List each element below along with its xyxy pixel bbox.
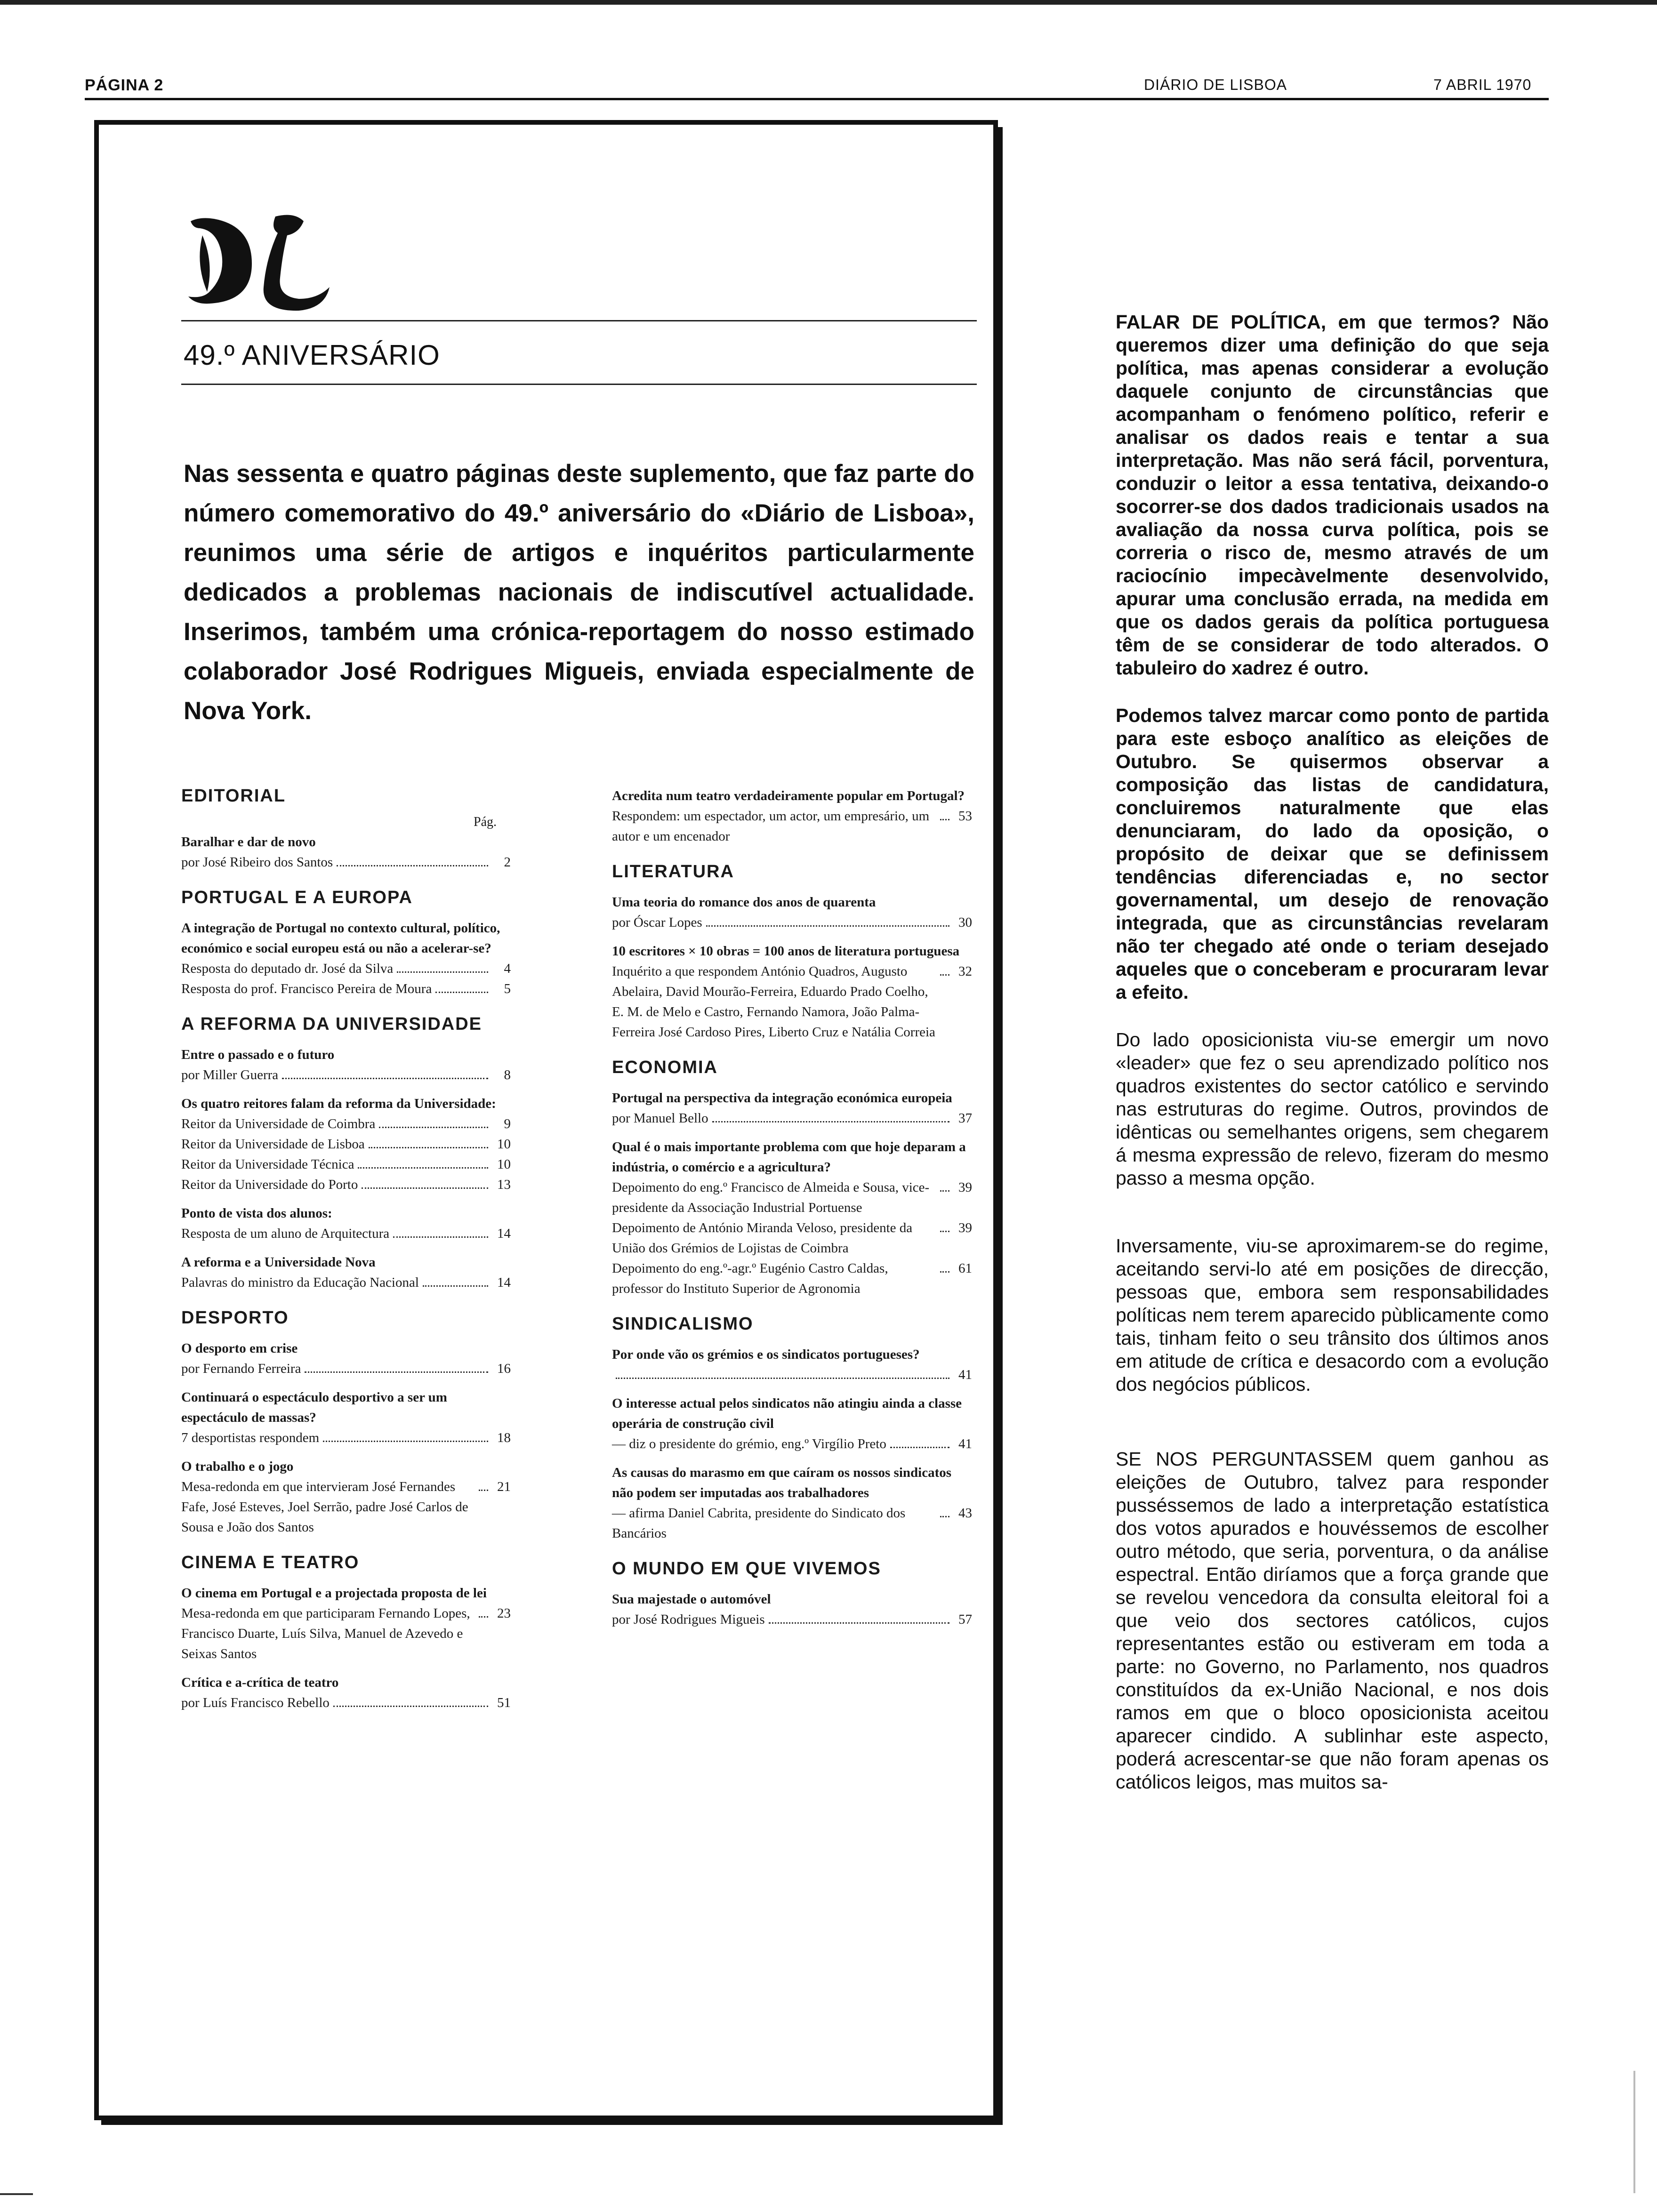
anniversary-title: 49.º ANIVERSÁRIO bbox=[184, 339, 440, 371]
toc-page-number: 30 bbox=[958, 915, 972, 930]
toc-entry bbox=[181, 1387, 511, 1448]
toc-line bbox=[181, 852, 511, 873]
toc-line bbox=[181, 1065, 511, 1085]
toc-entry-title: Portugal na perspectiva da integração económica europeia bbox=[612, 1090, 952, 1106]
toc-line bbox=[181, 1175, 511, 1195]
article-column bbox=[1116, 311, 1549, 1794]
toc-section-heading: SINDICALISMO bbox=[612, 1314, 754, 1334]
toc-leader-dots bbox=[479, 1616, 488, 1618]
toc-page-number: 23 bbox=[497, 1606, 511, 1621]
toc-line bbox=[181, 1603, 511, 1664]
logo-text: DL bbox=[181, 207, 182, 208]
toc-line-text: Reitor da Universidade de Coimbra bbox=[181, 1116, 376, 1131]
toc-leader-dots bbox=[369, 1147, 488, 1148]
toc-line bbox=[612, 1434, 972, 1454]
toc-line bbox=[181, 1134, 511, 1154]
toc-leader-dots bbox=[940, 1271, 949, 1273]
toc-entry-title: O cinema em Portugal e a projectada proposta de lei bbox=[181, 1586, 487, 1601]
toc-section-heading: CINEMA E TEATRO bbox=[181, 1553, 360, 1572]
toc-entry bbox=[612, 1137, 972, 1299]
toc-entry bbox=[612, 1589, 972, 1630]
toc-line bbox=[181, 1224, 511, 1244]
toc-entry bbox=[181, 1203, 511, 1244]
toc-line bbox=[612, 1218, 972, 1258]
toc-page-number: 51 bbox=[497, 1695, 511, 1710]
toc-entry-title: Baralhar e dar de novo bbox=[181, 834, 316, 850]
toc-entry bbox=[181, 1583, 511, 1664]
box-shadow-right bbox=[998, 127, 1003, 2125]
toc-leader-dots bbox=[769, 1622, 949, 1624]
toc-entry bbox=[181, 832, 511, 873]
toc-line-text: Mesa-redonda em que participaram Fernando Lopes, Francisco Duarte, Luís Silva, Manuel de Azevedo e Seixas Santos bbox=[181, 1606, 470, 1661]
toc-section-heading: LITERATURA bbox=[612, 862, 734, 882]
toc-page-number: 13 bbox=[497, 1177, 511, 1192]
box-shadow-bottom bbox=[101, 2120, 1003, 2125]
article-paragraph-4: Inversamente, viu-se aproximarem-se do regime, aceitando servi-lo até em posições de direcção, pessoas que, embora sem responsabilidades políticas nem terem aparecido pùblicamente como tais, tinham feito o seu trânsito dos últimos anos em atitude de crítica e desacordo com a evolução dos negócios públicos. bbox=[1116, 1235, 1549, 1395]
article-paragraph-5: SE NOS PERGUNTASSEM quem ganhou as eleições de Outubro, talvez para responder pusséssemos de lado a interpretação estatística dos votos apurados e houvéssemos de escolher outro método, que seria, porventura, o da análise espectral. Então diríamos que a força grande que se revelou vencedora da consulta eleitoral foi a que veio dos sectores católicos, cujos representantes estão ou estiveram em toda a parte: no Governo, no Parlamento, nos quadros constituídos da ex-União Nacional, e nos dois ramos em que o bloco oposicionista aceitou aparecer cindido. A sublinhar este aspecto, poderá acrescentar-se que não foram apenas os católicos leigos, mas muitos sa- bbox=[1116, 1448, 1549, 1793]
toc-line bbox=[181, 1114, 511, 1134]
toc-line-text: Depoimento do eng.º-agr.º Eugénio Castro Caldas, professor do Instituto Superior de Agronomia bbox=[612, 1261, 888, 1296]
toc-entry-title: O interesse actual pelos sindicatos não atingiu ainda a classe operária de construção civil bbox=[612, 1396, 962, 1431]
toc-entry-title: Continuará o espectáculo desportivo a ser um espectáculo de massas? bbox=[181, 1390, 447, 1425]
toc-leader-dots bbox=[358, 1167, 488, 1169]
toc-entry bbox=[181, 1673, 511, 1713]
toc-section-heading: EDITORIAL bbox=[181, 786, 286, 806]
toc-page-number: 37 bbox=[958, 1111, 972, 1126]
toc-entry bbox=[181, 1094, 511, 1195]
toc-leader-dots bbox=[397, 971, 488, 973]
header-rule bbox=[85, 98, 1549, 100]
toc-line-text: Mesa-redonda em que intervieram José Fernandes Fafe, José Esteves, Joel Serrão, padre José Carlos de Sousa e João dos Santos bbox=[181, 1479, 468, 1535]
toc-page-number: 41 bbox=[958, 1367, 972, 1382]
toc-entry bbox=[181, 1338, 511, 1379]
toc-entry-title: 10 escritores × 10 obras = 100 anos de literatura portuguesa bbox=[612, 944, 960, 959]
toc-entry bbox=[612, 1088, 972, 1129]
toc-line-text: por José Ribeiro dos Santos bbox=[181, 855, 333, 870]
toc-section-heading: O MUNDO EM QUE VIVEMOS bbox=[612, 1559, 881, 1579]
toc-line bbox=[181, 1428, 511, 1448]
toc-line-text: por Luís Francisco Rebello bbox=[181, 1695, 330, 1710]
toc-line-text: Respondem: um espectador, um actor, um empresário, um autor e um encenador bbox=[612, 809, 930, 844]
footer-mark bbox=[0, 2193, 33, 2195]
rule-above-anniversary bbox=[181, 320, 977, 321]
toc-line-text: Palavras do ministro da Educação Nacional bbox=[181, 1275, 419, 1290]
toc-line-text: Resposta do prof. Francisco Pereira de Moura bbox=[181, 981, 432, 996]
toc-line bbox=[181, 1359, 511, 1379]
article-paragraph-3: Do lado oposicionista viu-se emergir um novo «leader» que fez o seu aprendizado político nos quadros existentes do sector católico e servindo nas estruturas do regime. Outros, provindos de idênticas ou semelhantes origens, sem chegarem á mesma expressão de relevo, fizeram do mesmo passo a mesma opção. bbox=[1116, 1029, 1549, 1189]
toc-leader-dots bbox=[393, 1236, 488, 1238]
toc-page-label: Pág. bbox=[474, 815, 497, 829]
toc-entry-title: A integração de Portugal no contexto cultural, político, económico e social europeu está ou não a acelerar-se? bbox=[181, 921, 500, 956]
toc-section-heading: PORTUGAL E A EUROPA bbox=[181, 888, 413, 907]
toc-entry bbox=[612, 1345, 972, 1385]
toc-leader-dots bbox=[323, 1441, 488, 1442]
toc-entry-title: Sua majestade o automóvel bbox=[612, 1592, 771, 1607]
toc-section-heading: DESPORTO bbox=[181, 1308, 289, 1328]
toc-leader-dots bbox=[337, 865, 488, 866]
toc-line bbox=[612, 1108, 972, 1129]
toc-line-text: Resposta do deputado dr. José da Silva bbox=[181, 961, 394, 976]
toc-page-number: 61 bbox=[958, 1261, 972, 1276]
toc-entry-title: Os quatro reitores falam da reforma da Universidade: bbox=[181, 1096, 496, 1111]
toc-section-heading: ECONOMIA bbox=[612, 1058, 718, 1077]
toc-line bbox=[612, 1178, 972, 1218]
toc-page-number: 57 bbox=[958, 1612, 972, 1627]
toc-leader-dots bbox=[940, 819, 949, 820]
toc-page-number: 16 bbox=[497, 1361, 511, 1376]
toc-right-column bbox=[612, 786, 972, 1638]
toc-entry-title: Qual é o mais importante problema com que hoje deparam a indústria, o comércio e a agricultura? bbox=[612, 1139, 966, 1175]
toc-page-number: 41 bbox=[958, 1436, 972, 1451]
toc-entry-title: Ponto de vista dos alunos: bbox=[181, 1206, 332, 1221]
article-paragraph-2: Podemos talvez marcar como ponto de partida para este esboço analítico as eleições de Outubro. Se quisermos observar a composição das listas de candidatura, concluiremos naturalmente que elas denunciaram, do lado da oposição, o propósito de deixar que se definissem tendências diferenciadas e, no sector governamental, um desejo de renovação integrada, que as circunstâncias revelaram não ter chegado até onde o teriam desejado aqueles que o conceberam e procuraram levar a efeito. bbox=[1116, 705, 1549, 1003]
article-lead-1: FALAR DE POLÍTICA, bbox=[1116, 311, 1327, 333]
toc-leader-dots bbox=[712, 1121, 949, 1122]
margin-mark bbox=[1633, 2071, 1635, 2193]
toc-line bbox=[612, 1610, 972, 1630]
toc-page-number: 53 bbox=[958, 809, 972, 824]
toc-line-text: por José Rodrigues Migueis bbox=[612, 1612, 765, 1627]
toc-entry bbox=[612, 892, 972, 933]
toc-line-text: Reitor da Universidade Técnica bbox=[181, 1157, 354, 1172]
toc-line-text: — afirma Daniel Cabrita, presidente do Sindicato dos Bancários bbox=[612, 1506, 906, 1541]
toc-page-number: 8 bbox=[504, 1067, 511, 1082]
toc-leader-dots bbox=[423, 1285, 488, 1287]
toc-section-heading: A REFORMA DA UNIVERSIDADE bbox=[181, 1014, 483, 1034]
toc-line-text: Depoimento do eng.º Francisco de Almeida e Sousa, vice-presidente da Associação Industrial Portuense bbox=[612, 1180, 930, 1215]
toc-line bbox=[181, 1154, 511, 1175]
toc-page-number: 4 bbox=[504, 961, 511, 976]
toc-page-number: 10 bbox=[497, 1137, 511, 1152]
dl-logo bbox=[181, 207, 337, 315]
toc-page-number: 21 bbox=[497, 1479, 511, 1494]
toc-line-text: — diz o presidente do grémio, eng.º Virgílio Preto bbox=[612, 1436, 886, 1451]
toc-leader-dots bbox=[333, 1706, 488, 1707]
toc-line-text: por Fernando Ferreira bbox=[181, 1361, 301, 1376]
rule-below-anniversary bbox=[181, 384, 977, 385]
toc-entry bbox=[612, 1394, 972, 1454]
toc-line bbox=[612, 962, 972, 1042]
toc-line bbox=[612, 806, 972, 847]
toc-entry bbox=[612, 1463, 972, 1544]
toc-entry-title: Crítica e a-crítica de teatro bbox=[181, 1675, 339, 1690]
toc-page-number: 43 bbox=[958, 1506, 972, 1521]
toc-entry bbox=[181, 918, 511, 999]
toc-line-text: Reitor da Universidade do Porto bbox=[181, 1177, 358, 1192]
top-border bbox=[0, 0, 1657, 5]
toc-line bbox=[612, 1258, 972, 1299]
toc-line bbox=[181, 959, 511, 979]
toc-line bbox=[612, 913, 972, 933]
page-number: PÁGINA 2 bbox=[85, 76, 164, 94]
toc-leader-dots bbox=[890, 1447, 949, 1448]
toc-line-text: por Óscar Lopes bbox=[612, 915, 702, 930]
toc-leader-dots bbox=[282, 1078, 488, 1079]
toc-entry bbox=[181, 1045, 511, 1085]
newspaper-name: DIÁRIO DE LISBOA bbox=[1144, 76, 1287, 93]
toc-line bbox=[612, 1365, 972, 1385]
toc-line bbox=[181, 979, 511, 999]
toc-entry-title: Acredita num teatro verdadeiramente popular em Portugal? bbox=[612, 788, 965, 803]
toc-left-column bbox=[181, 786, 511, 1722]
toc-leader-dots bbox=[305, 1371, 488, 1373]
toc-entry bbox=[181, 1457, 511, 1538]
article-paragraph-1: FALAR DE POLÍTICA, em que termos? Não queremos dizer uma definição do que seja política, mas apenas considerar a evolução daquele conjunto de circunstâncias que acompanham o fenómeno político, referir e analisar os dados reais e tentar a sua interpretação. Mas não será fácil, porventura, conduzir o leitor a essa tentativa, deixando-o socorrer-se dos dados tradicionais usados na avaliação da nossa curva política, pois se correria o risco de, mesmo através de um raciocínio impecàvelmente desenvolvido, apurar uma conclusão errada, na medida em que os dados gerais da política portuguesa têm de se considerar de todo alterados. O tabuleiro do xadrez é outro. bbox=[1116, 311, 1549, 679]
toc-line bbox=[181, 1273, 511, 1293]
issue-date: 7 ABRIL 1970 bbox=[1433, 76, 1532, 93]
toc-leader-dots bbox=[940, 1190, 949, 1192]
toc-line bbox=[612, 1503, 972, 1544]
toc-page-number: 14 bbox=[497, 1226, 511, 1241]
toc-line bbox=[181, 1693, 511, 1713]
toc-entry-title: O desporto em crise bbox=[181, 1341, 298, 1356]
toc-entry bbox=[612, 941, 972, 1042]
toc-line-text: por Miller Guerra bbox=[181, 1067, 279, 1082]
toc-page-number: 14 bbox=[497, 1275, 511, 1290]
toc-entry bbox=[612, 786, 972, 847]
toc-entry-title: A reforma e a Universidade Nova bbox=[181, 1255, 376, 1270]
toc-page-number: 32 bbox=[958, 964, 972, 979]
toc-page-number: 39 bbox=[958, 1180, 972, 1195]
toc-leader-dots bbox=[616, 1378, 949, 1379]
toc-leader-dots bbox=[362, 1187, 488, 1189]
toc-page-number: 10 bbox=[497, 1157, 511, 1172]
toc-leader-dots bbox=[940, 1516, 949, 1517]
toc-leader-dots bbox=[479, 1490, 488, 1491]
toc-page-number: 2 bbox=[504, 855, 511, 870]
toc-line-text: Depoimento de António Miranda Veloso, presidente da União dos Grémios de Lojistas de Coimbra bbox=[612, 1220, 913, 1256]
toc-leader-dots bbox=[706, 925, 949, 927]
toc-leader-dots bbox=[379, 1127, 488, 1128]
toc-line-text: Reitor da Universidade de Lisboa bbox=[181, 1137, 365, 1152]
toc-line-text: Resposta de um aluno de Arquitectura bbox=[181, 1226, 390, 1241]
toc-entry bbox=[181, 1252, 511, 1293]
toc-page-number: 39 bbox=[958, 1220, 972, 1235]
toc-line bbox=[181, 1477, 511, 1538]
toc-leader-dots bbox=[940, 974, 949, 976]
toc-entry-title: Por onde vão os grémios e os sindicatos portugueses? bbox=[612, 1347, 920, 1362]
toc-entry-title: As causas do marasmo em que caíram os nossos sindicatos não podem ser imputadas aos trabalhadores bbox=[612, 1465, 952, 1500]
toc-line-text: 7 desportistas respondem bbox=[181, 1430, 320, 1445]
toc-line-text: Inquérito a que respondem António Quadros, Augusto Abelaira, David Mourão-Ferreira, Eduardo Prado Coelho, E. M. de Melo e Castro, Fernando Namora, João Palma-Ferreira José Cardoso Pires, Liberto Cruz e Natália Correia bbox=[612, 964, 935, 1040]
toc-leader-dots bbox=[435, 992, 488, 993]
toc-page-number: 9 bbox=[504, 1116, 511, 1131]
toc-line-text: por Manuel Bello bbox=[612, 1111, 708, 1126]
toc-page-number: 18 bbox=[497, 1430, 511, 1445]
article-lead-5: SE NOS PERGUNTASSEM bbox=[1116, 1448, 1373, 1470]
toc-entry-title: O trabalho e o jogo bbox=[181, 1459, 294, 1474]
toc-page-number: 5 bbox=[504, 981, 511, 996]
intro-paragraph: Nas sessenta e quatro páginas deste suplemento, que faz parte do número comemorativo do 49.º aniversário do «Diário de Lisboa», reunimos uma série de artigos e inquéritos particularmente dedicados a problemas nacionais de indiscutível actualidade. Inserimos, também uma crónica-reportagem do nosso estimado colaborador José Rodrigues Migueis, enviada especialmente de Nova York. bbox=[184, 460, 974, 725]
toc-entry-title: Uma teoria do romance dos anos de quarenta bbox=[612, 895, 876, 910]
toc-leader-dots bbox=[940, 1231, 949, 1232]
toc-entry-title: Entre o passado e o futuro bbox=[181, 1047, 335, 1062]
